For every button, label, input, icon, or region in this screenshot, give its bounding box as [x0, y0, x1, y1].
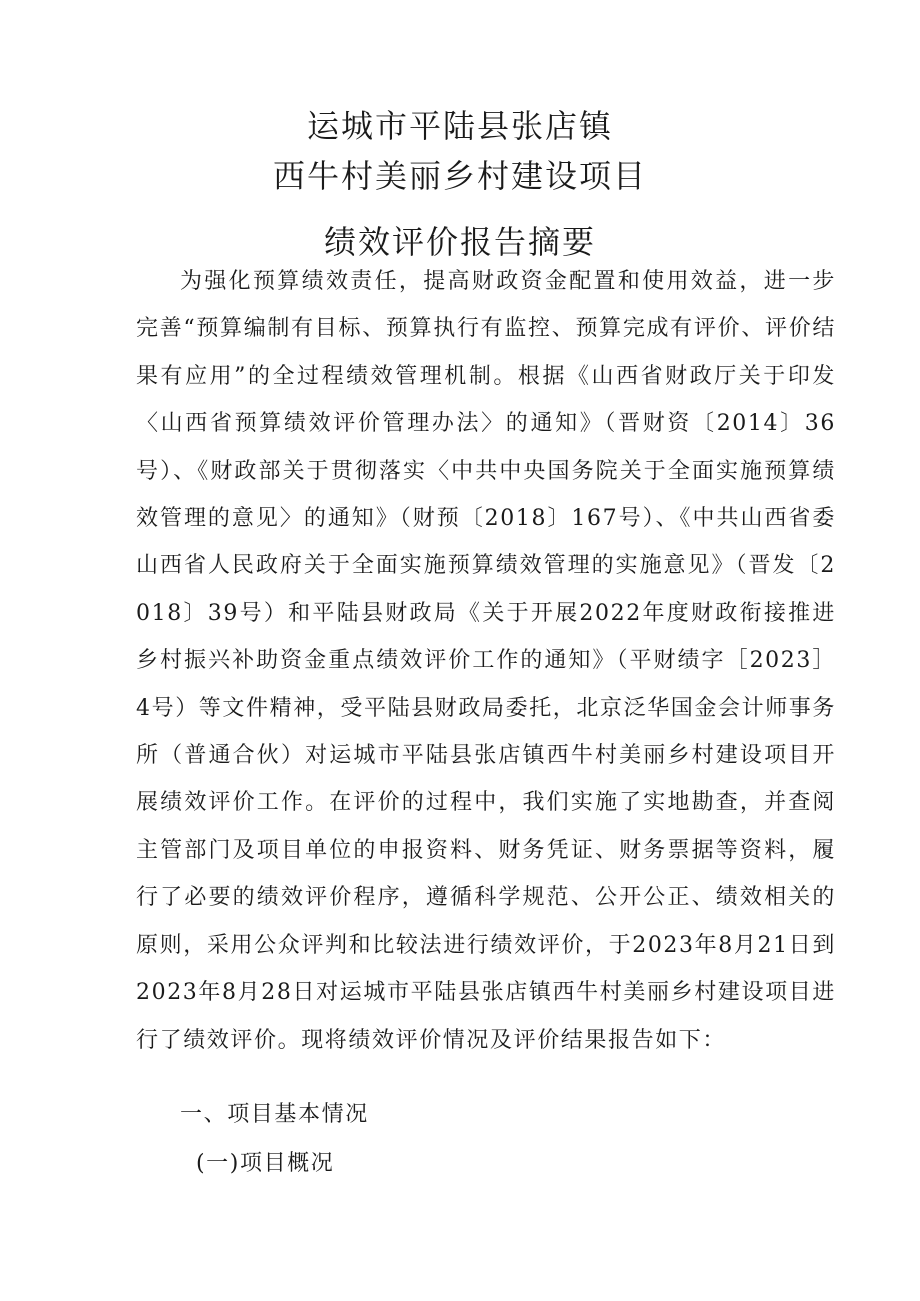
document-subtitle: 绩效评价报告摘要: [323, 223, 596, 261]
intro-paragraph: 为强化预算绩效责任，提高财政资金配置和使用效益，进一步完善“预算编制有目标、预算执行有监控、预算完成有评价、评价结果有应用”的全过程绩效管理机制。根据《山西省财政厅关于印发〈山西省预算绩效评价管理办法〉的通知》（晋财资〔2014〕36号）、《财政部关于贯彻落实〈中共中央国务院关于全面实施预算绩效管理的意见〉的通知》（财预〔2018〕167号）、《中共山西省委山西省人民政府关于全面实施预算绩效管理的实施意见》（晋发〔2018〕39号）和平陆县财政局《关于开展2022年度财政衔接推进乡村振兴补助资金重点绩效评价工作的通知》（平财绩字［2023］4号）等文件精神，受平陆县财政局委托，北京泛华国金会计师事务所（普通合伙）对运城市平陆县张店镇西牛村美丽乡村建设项目开展绩效评价工作。在评价的过程中，我们实施了实地勘查，并查阅主管部门及项目单位的申报资料、财务凭证、财务票据等资料，履行了必要的绩效评价程序，遵循科学规范、公开公正、绩效相关的原则，采用公众评判和比较法进行绩效评价，于2023年8月21日到2023年8月28日对运城市平陆县张店镇西牛村美丽乡村建设项目进行了绩效评价。现将绩效评价情况及评价结果报告如下：: [136, 269, 836, 1053]
subsection-heading: (一)项目概况: [196, 1151, 335, 1176]
section-heading: 一、项目基本情况: [180, 1102, 369, 1127]
document-title-line-1: 运城市平陆县张店镇: [306, 107, 613, 145]
document-title-line-2: 西牛村美丽乡村建设项目: [272, 157, 647, 195]
